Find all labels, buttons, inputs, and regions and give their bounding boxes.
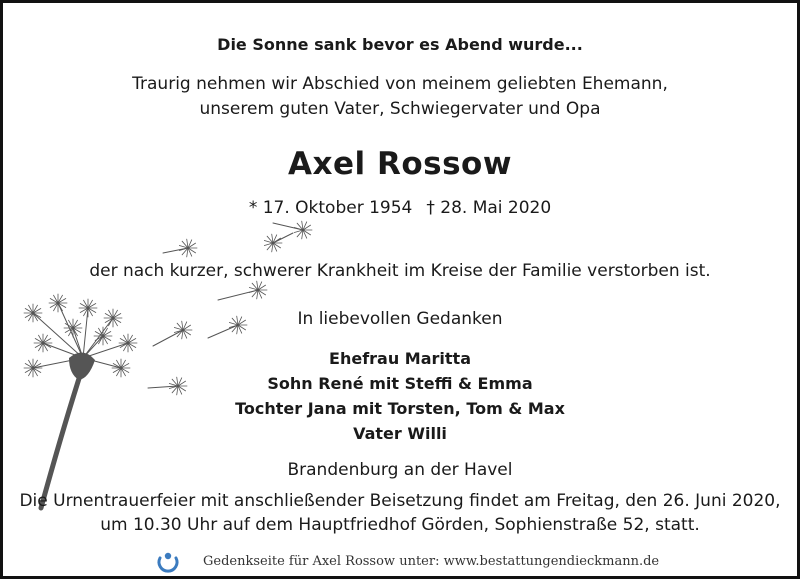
family-member: Tochter Jana mit Torsten, Tom & Max xyxy=(235,399,565,418)
family-member: Ehefrau Maritta xyxy=(329,349,471,368)
family-member: Sohn René mit Steffi & Emma xyxy=(267,374,533,393)
memorial-page-link[interactable]: Gedenkseite für Axel Rossow unter: www.bestattungendieckmann.de xyxy=(203,553,660,569)
intro-line-1: Traurig nehmen wir Abschied von meinem geliebten Ehemann, xyxy=(132,74,668,94)
thoughts-line: In liebevollen Gedanken xyxy=(297,309,503,329)
deceased-name: Axel Rossow xyxy=(288,146,512,182)
motto: Die Sonne sank bevor es Abend wurde... xyxy=(217,35,583,54)
city: Brandenburg an der Havel xyxy=(287,460,513,480)
death-text: der nach kurzer, schwerer Krankheit im Kreise der Familie verstorben ist. xyxy=(89,261,711,281)
person-circle-logo-icon xyxy=(155,548,181,574)
ceremony-line-2: um 10.30 Uhr auf dem Hauptfriedhof Görden, Sophienstraße 52, statt. xyxy=(100,515,700,535)
life-dates xyxy=(3,198,797,218)
memorial-page-footer xyxy=(155,548,659,574)
birth-date: * 17. Oktober 1954 xyxy=(248,198,413,218)
ceremony-line-1: Die Urnentrauerfeier mit anschließender Beisetzung findet am Freitag, den 26. Juni 2020, xyxy=(19,491,781,511)
death-date: † 28. Mai 2020 xyxy=(426,198,552,218)
family-member: Vater Willi xyxy=(353,424,447,443)
intro-line-2: unserem guten Vater, Schwiegervater und Opa xyxy=(199,99,601,119)
